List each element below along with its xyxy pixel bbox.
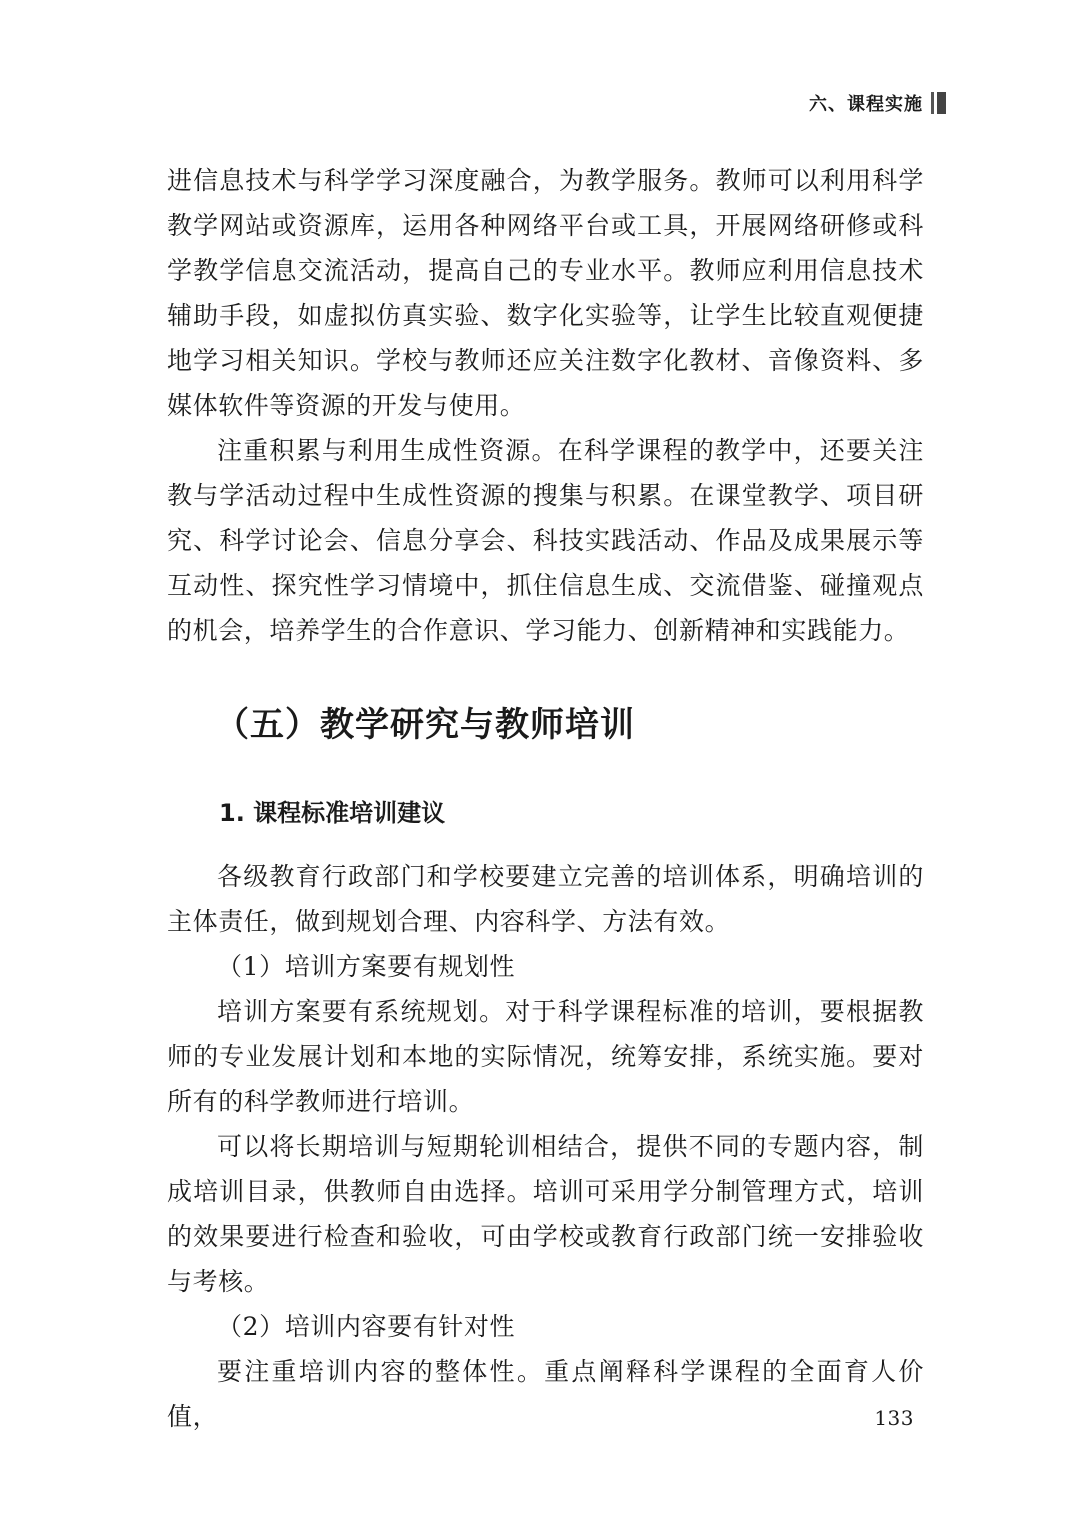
running-header	[809, 90, 946, 116]
paragraph-generated-resources: 注重积累与利用生成性资源。在科学课程的教学中，还要关注教与学活动过程中生成性资源的搜集与积累。在课堂教学、项目研究、科学讨论会、信息分享会、科技实践活动、作品及成果展示等互动性、探究性学习情境中，抓住信息生成、交流借鉴、碰撞观点的机会，培养学生的合作意识、学习能力、创新精神和实践能力。	[167, 436, 924, 645]
page-number: 133	[874, 1406, 914, 1430]
page-body	[167, 158, 924, 1439]
section-heading: （五）教学研究与教师培训	[215, 705, 635, 745]
header-bar-icon	[931, 92, 946, 114]
paragraph-training-system: 各级教育行政部门和学校要建立完善的培训体系，明确培训的主体责任，做到规划合理、内容科学、方法有效。	[167, 862, 924, 936]
sub-heading: 1. 课程标准培训建议	[219, 799, 446, 827]
running-header-title: 六、课程实施	[809, 94, 923, 115]
item-heading-targeted: （2）培训内容要有针对性	[217, 1312, 516, 1341]
item-heading-planning: （1）培训方案要有规划性	[217, 952, 516, 981]
paragraph-long-short-training: 可以将长期培训与短期轮训相结合，提供不同的专题内容，制成培训目录，供教师自由选择。培训可采用学分制管理方式，培训的效果要进行检查和验收，可由学校或教育行政部门统一安排验收与考核。	[167, 1132, 924, 1296]
paragraph-continuation: 进信息技术与科学学习深度融合，为教学服务。教师可以利用科学教学网站或资源库，运用各种网络平台或工具，开展网络研修或科学教学信息交流活动，提高自己的专业水平。教师应利用信息技术辅助手段，如虚拟仿真实验、数字化实验等，让学生比较直观便捷地学习相关知识。学校与教师还应关注数字化教材、音像资料、多媒体软件等资源的开发与使用。	[167, 166, 924, 420]
paragraph-systematic-plan: 培训方案要有系统规划。对于科学课程标准的培训，要根据教师的专业发展计划和本地的实际情况，统筹安排，系统实施。要对所有的科学教师进行培训。	[167, 997, 924, 1116]
paragraph-content-integrity: 要注重培训内容的整体性。重点阐释科学课程的全面育人价值，	[167, 1357, 924, 1431]
